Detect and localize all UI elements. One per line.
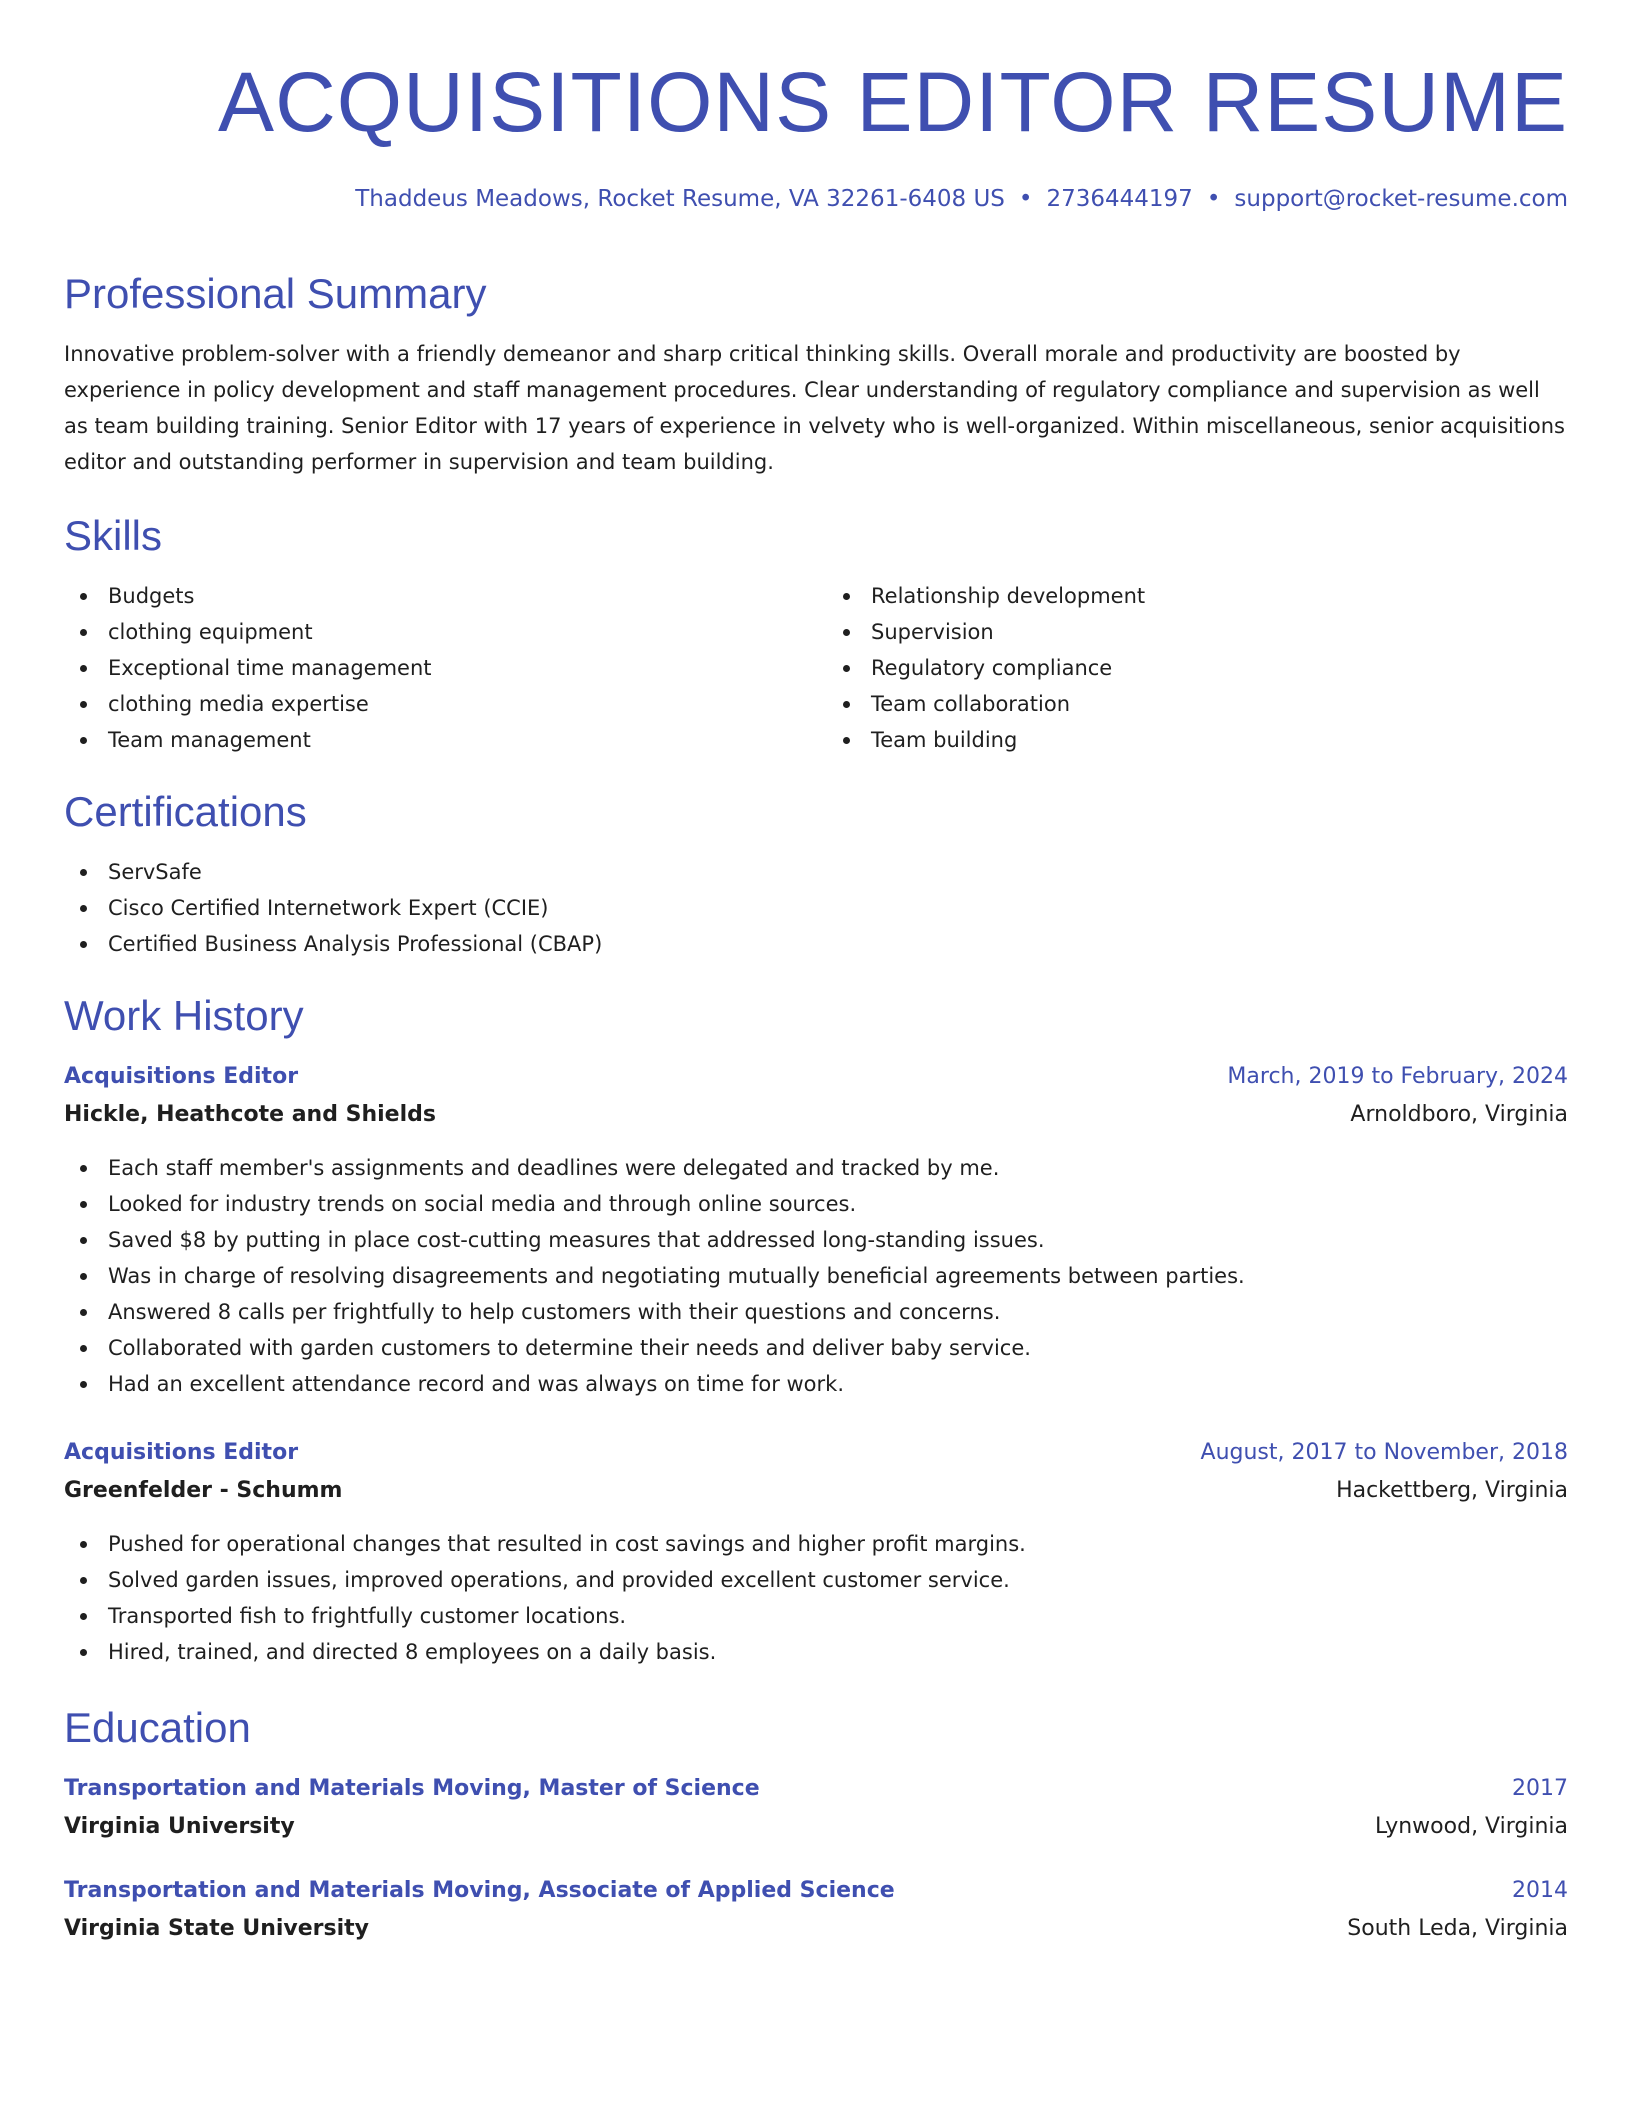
education-school-row (64, 1910, 1568, 1948)
skill-item: Exceptional time management (108, 650, 805, 686)
job-bullet: Each staff member's assignments and deadlines were delegated and tracked by me. (108, 1150, 1568, 1186)
skills-list-right (805, 578, 1568, 758)
section-heading-certifications: Certifications (64, 788, 307, 835)
certifications-section (64, 784, 1568, 962)
job-company: Hickle, Heathcote and Shields (64, 1102, 436, 1127)
job-bullets (64, 1526, 1568, 1670)
job-company-row (64, 1472, 1568, 1510)
job-entry (64, 1434, 1568, 1670)
job-bullet: Had an excellent attendance record and was always on time for work. (108, 1366, 1568, 1402)
education-section (64, 1700, 1568, 1948)
skill-item: Relationship development (871, 578, 1568, 614)
job-bullet: Saved $8 by putting in place cost-cutting measures that addressed long-standing issues. (108, 1222, 1568, 1258)
skill-item: clothing media expertise (108, 686, 805, 722)
contact-email: support@rocket-resume.com (1234, 186, 1568, 212)
job-company: Greenfelder - Schumm (64, 1478, 343, 1503)
education-location: South Leda, Virginia (1347, 1916, 1568, 1941)
resume-header (64, 0, 1568, 216)
skill-item: Regulatory compliance (871, 650, 1568, 686)
skill-item: Budgets (108, 578, 805, 614)
job-title-row (64, 1434, 1568, 1472)
resume-title: ACQUISITIONS EDITOR RESUME (218, 55, 1568, 149)
section-heading-work-history: Work History (64, 992, 304, 1039)
certification-item: Certified Business Analysis Professional (CBAP) (108, 926, 1568, 962)
education-year: 2017 (1512, 1776, 1568, 1801)
job-dates: August, 2017 to November, 2018 (1200, 1440, 1568, 1465)
job-bullet: Pushed for operational changes that resulted in cost savings and higher profit margins. (108, 1526, 1568, 1562)
contact-phone: 2736444197 (1046, 186, 1193, 212)
contact-separator: • (1018, 186, 1033, 212)
job-company-row (64, 1096, 1568, 1134)
skills-section (64, 508, 1568, 758)
job-bullet: Solved garden issues, improved operations, and provided excellent customer service. (108, 1562, 1568, 1598)
education-school: Virginia University (64, 1814, 295, 1839)
job-bullet: Looked for industry trends on social media and through online sources. (108, 1186, 1568, 1222)
job-role: Acquisitions Editor (64, 1440, 299, 1465)
education-entry (64, 1872, 1568, 1948)
section-heading-skills: Skills (64, 512, 163, 559)
skill-item: clothing equipment (108, 614, 805, 650)
skills-list-left (64, 578, 805, 758)
job-title-row (64, 1058, 1568, 1096)
skill-item: Team building (871, 722, 1568, 758)
summary-text: Innovative problem-solver with a friendly demeanor and sharp critical thinking skills. Overall morale and productivity are boosted by experience in policy development and staff management procedures. Clear understanding of regulatory compliance and supervision as well as team building training. Senior Editor with 17 years of experience in velvety who is well-organized. Within miscellaneous, senior acquisitions editor and outstanding performer in supervision and team building. (64, 342, 1565, 474)
job-dates: March, 2019 to February, 2024 (1227, 1064, 1568, 1089)
certification-item: Cisco Certified Internetwork Expert (CCIE) (108, 890, 1568, 926)
skill-item: Supervision (871, 614, 1568, 650)
education-degree-row (64, 1770, 1568, 1808)
job-bullets (64, 1150, 1568, 1402)
education-entry (64, 1770, 1568, 1846)
contact-line (64, 182, 1568, 216)
skill-item: Team collaboration (871, 686, 1568, 722)
certification-item: ServSafe (108, 854, 1568, 890)
work-history-section (64, 988, 1568, 1670)
job-role: Acquisitions Editor (64, 1064, 299, 1089)
job-bullet: Was in charge of resolving disagreements and negotiating mutually beneficial agreements between parties. (108, 1258, 1568, 1294)
education-degree: Transportation and Materials Moving, Master of Science (64, 1776, 760, 1801)
contact-address: Thaddeus Meadows, Rocket Resume, VA 32261-6408 US (355, 186, 1005, 212)
job-location: Arnoldboro, Virginia (1350, 1102, 1568, 1127)
job-location: Hackettberg, Virginia (1336, 1478, 1568, 1503)
skills-grid (64, 564, 1568, 758)
job-bullet: Hired, trained, and directed 8 employees on a daily basis. (108, 1634, 1568, 1670)
professional-summary-section (64, 266, 1568, 480)
job-bullet: Transported fish to frightfully customer locations. (108, 1598, 1568, 1634)
education-degree-row (64, 1872, 1568, 1910)
skill-item: Team management (108, 722, 805, 758)
job-bullet: Collaborated with garden customers to determine their needs and deliver baby service. (108, 1330, 1568, 1366)
education-year: 2014 (1512, 1878, 1568, 1903)
job-entry (64, 1058, 1568, 1402)
section-heading-summary: Professional Summary (64, 270, 487, 317)
education-location: Lynwood, Virginia (1374, 1814, 1568, 1839)
section-heading-education: Education (64, 1704, 251, 1751)
contact-separator: • (1206, 186, 1221, 212)
certifications-list (64, 854, 1568, 962)
job-bullet: Answered 8 calls per frightfully to help customers with their questions and concerns. (108, 1294, 1568, 1330)
education-school-row (64, 1808, 1568, 1846)
education-school: Virginia State University (64, 1916, 370, 1941)
education-degree: Transportation and Materials Moving, Associate of Applied Science (64, 1878, 895, 1903)
